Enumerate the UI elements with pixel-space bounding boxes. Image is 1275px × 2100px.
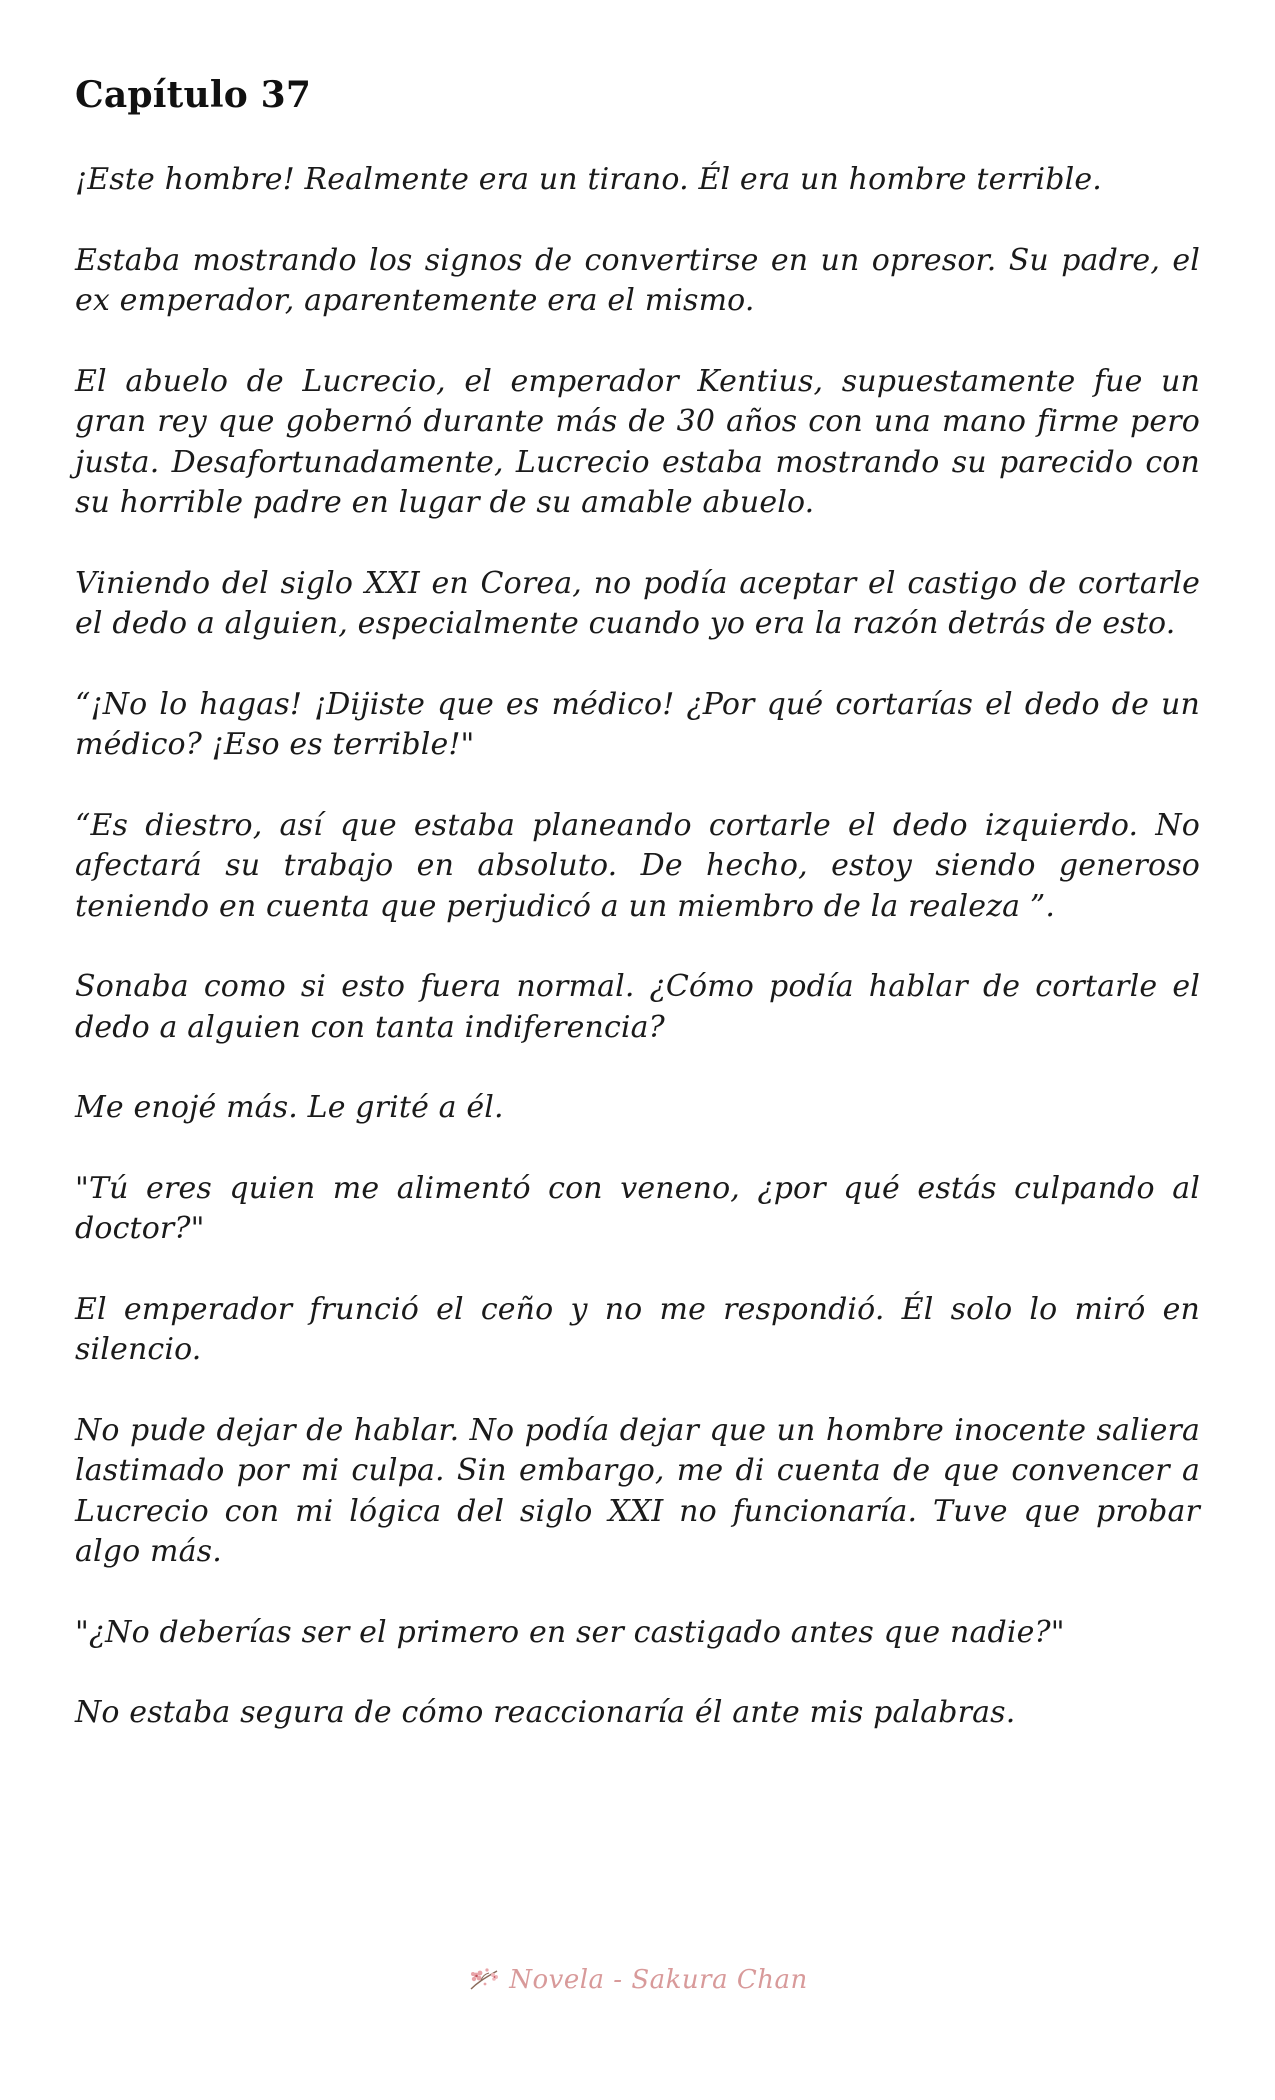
footer-label: Novela - Sakura Chan [509,1965,808,1995]
chapter-title: Capítulo 37 [75,74,312,116]
footer-watermark [0,1965,1275,1995]
paragraph: “Es diestro, así que estaba planeando cortarle el dedo izquierdo. No afectará su trabajo en absoluto. De hecho, estoy siendo generoso teniendo en cuenta que perjudicó a un miembro de la realeza ”. [75,807,1200,924]
cherry-blossom-icon [467,1965,503,1995]
paragraph: No estaba segura de cómo reaccionaría él ante mis palabras. [75,1695,1016,1730]
paragraph: ¡Este hombre! Realmente era un tirano. Él era un hombre terrible. [75,162,1102,197]
paragraph: "Tú eres quien me alimentó con veneno, ¿por qué estás culpando al doctor?" [75,1170,1200,1246]
footer-brand [467,1965,808,1995]
paragraph: Me enojé más. Le grité a él. [75,1090,504,1125]
chapter-body [75,160,1200,1774]
paragraph: Viniendo del siglo XXI en Corea, no podía aceptar el castigo de cortarle el dedo a alguien, especialmente cuando yo era la razón detrás de esto. [75,565,1200,641]
paragraph: “¡No lo hagas! ¡Dijiste que es médico! ¿Por qué cortarías el dedo de un médico? ¡Eso es terrible!" [75,686,1200,762]
paragraph: Sonaba como si esto fuera normal. ¿Cómo podía hablar de cortarle el dedo a alguien con tanta indiferencia? [75,969,1200,1045]
paragraph: No pude dejar de hablar. No podía dejar que un hombre inocente saliera lastimado por mi culpa. Sin embargo, me di cuenta de que convencer a Lucrecio con mi lógica del siglo XXI no funcionaría. Tuve que probar algo más. [75,1412,1200,1569]
paragraph: Estaba mostrando los signos de convertirse en un opresor. Su padre, el ex emperador, aparentemente era el mismo. [75,242,1200,318]
paragraph: "¿No deberías ser el primero en ser castigado antes que nadie?" [75,1614,1065,1650]
paragraph: El emperador frunció el ceño y no me respondió. Él solo lo miró en silencio. [75,1291,1200,1367]
paragraph: El abuelo de Lucrecio, el emperador Kentius, supuestamente fue un gran rey que gobernó durante más de 30 años con una mano firme pero justa. Desafortunadamente, Lucrecio estaba mostrando su parecido con su horrible padre en lugar de su amable abuelo. [75,363,1200,520]
